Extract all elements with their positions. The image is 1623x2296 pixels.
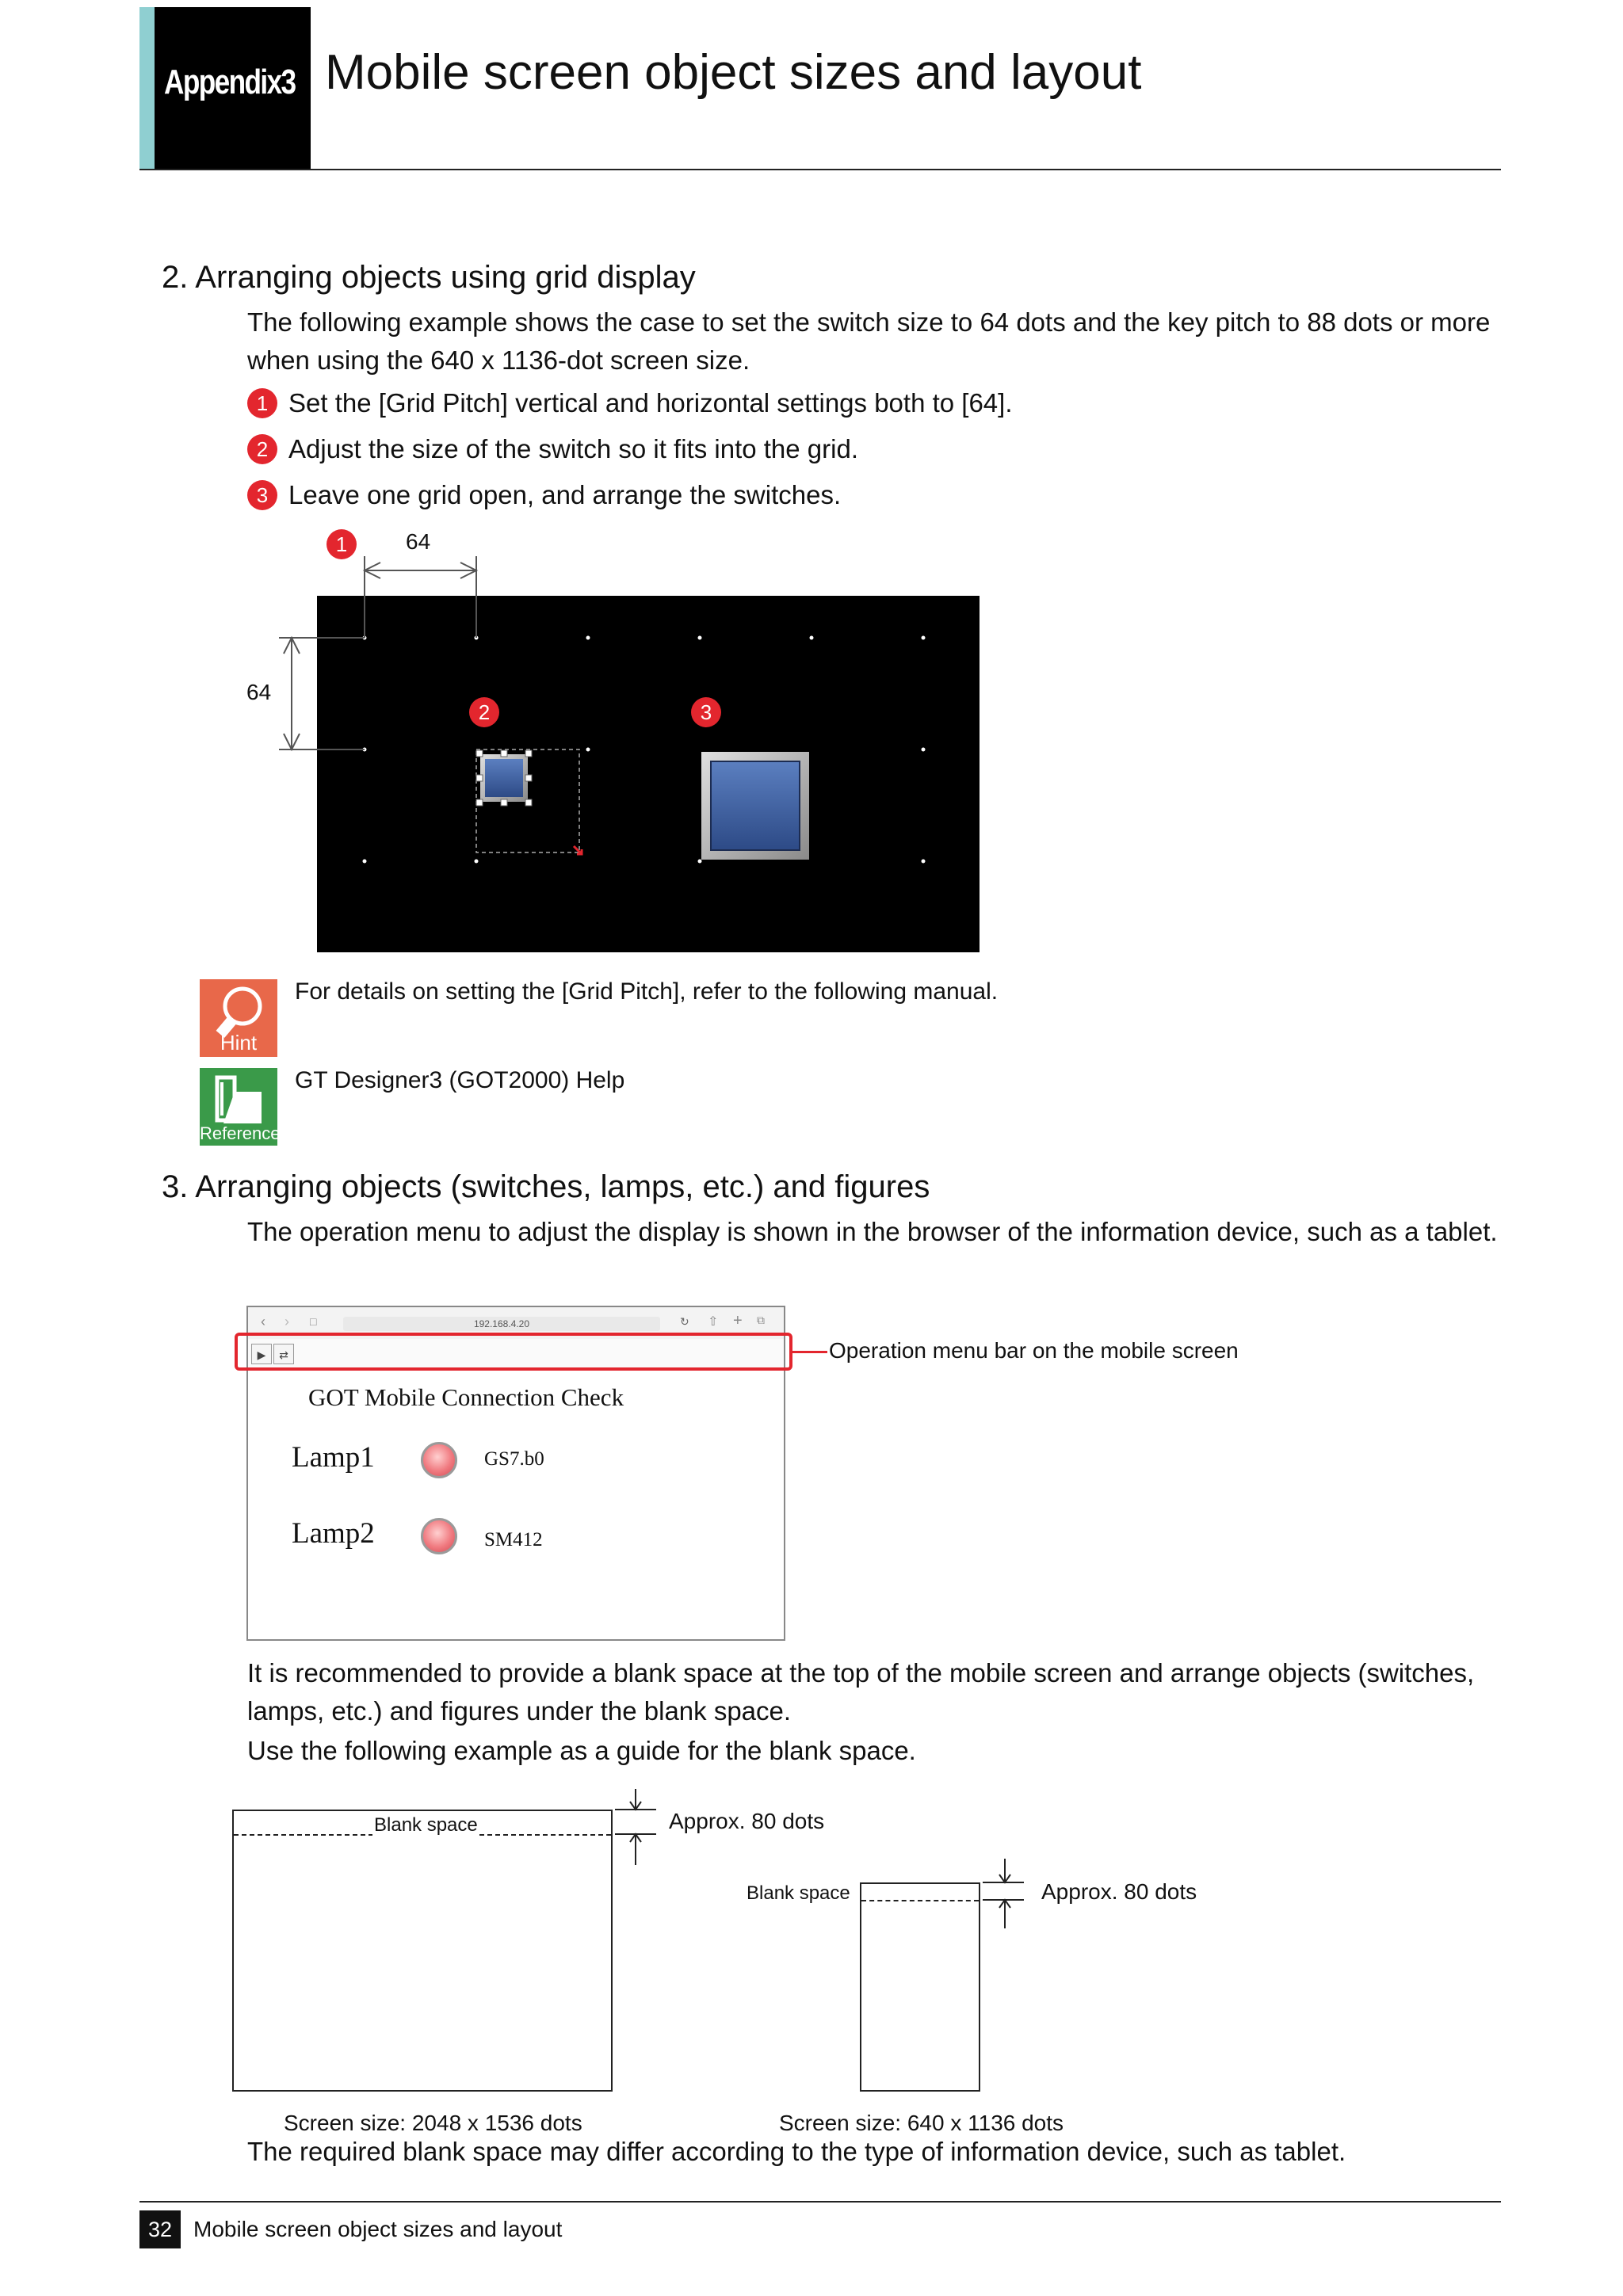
landscape-blank-label: Blank space xyxy=(374,1814,478,1836)
step-1-badge: 1 xyxy=(247,388,277,418)
reference-text[interactable]: GT Designer3 (GOT2000) Help xyxy=(295,1067,625,1093)
section3-para3: Use the following example as a guide for the blank space. xyxy=(247,1736,916,1765)
grid-figure xyxy=(238,523,999,967)
portrait-blank-label: Blank space xyxy=(747,1882,850,1904)
lamp2-label: Lamp2 xyxy=(292,1517,375,1550)
step-1-text: Set the [Grid Pitch] vertical and horizontal settings both to [64]. xyxy=(288,388,1013,418)
browser-back-icon[interactable]: ‹ xyxy=(261,1314,265,1329)
header-rule xyxy=(139,169,1501,170)
step-3-badge: 3 xyxy=(247,480,277,510)
lamp2-indicator[interactable] xyxy=(421,1518,457,1554)
portrait-caption: Screen size: 640 x 1136 dots xyxy=(779,2111,1064,2135)
hint-icon-label: Hint xyxy=(220,1031,258,1055)
browser-address-bar[interactable]: 192.168.4.20 xyxy=(343,1317,660,1331)
header-accent-bar xyxy=(139,7,155,169)
browser-newtab-icon[interactable]: + xyxy=(733,1312,743,1329)
section3-para2: It is recommended to provide a blank space at the top of the mobile screen and arrange objects (switches, lamps, etc.) and figures under the blank space. xyxy=(247,1658,1475,1726)
browser-page-title: GOT Mobile Connection Check xyxy=(308,1383,624,1411)
menu-bar-highlight xyxy=(235,1333,792,1371)
callout-leader xyxy=(792,1351,827,1353)
section2-step-3 xyxy=(247,480,841,510)
browser-reload-icon[interactable]: ↻ xyxy=(680,1315,689,1328)
step-3-text: Leave one grid open, and arrange the switches. xyxy=(288,480,842,509)
section2-step-2 xyxy=(247,434,858,464)
section3-intro: The operation menu to adjust the display is shown in the browser of the information device, such as a tablet. xyxy=(247,1217,1498,1246)
section3-heading: 3. Arranging objects (switches, lamps, etc.) and figures xyxy=(162,1169,930,1204)
browser-forward-icon[interactable]: › xyxy=(285,1314,289,1329)
menu-bar-callout: Operation menu bar on the mobile screen xyxy=(829,1338,1239,1363)
section2-step-1 xyxy=(247,388,1013,418)
page-title: Mobile screen object sizes and layout xyxy=(325,45,1142,100)
footer-page-number: 32 xyxy=(139,2210,181,2248)
figure-badge-3: 3 xyxy=(691,697,721,727)
step-2-text: Adjust the size of the switch so it fits into the grid. xyxy=(288,434,859,463)
reference-icon xyxy=(200,1068,281,1146)
portrait-dim-arrows xyxy=(983,1857,1030,1936)
menu-play-icon[interactable]: ▶ xyxy=(251,1344,272,1364)
hint-icon xyxy=(200,979,277,1057)
screen-portrait-blank-line xyxy=(861,1900,979,1901)
appendix-tab-label: Appendix3 xyxy=(164,63,296,101)
figure-badge-1: 1 xyxy=(327,529,357,559)
hint-text: For details on setting the [Grid Pitch], refer to the following manual. xyxy=(295,978,999,1005)
lamp1-label: Lamp1 xyxy=(292,1441,375,1474)
small-switch xyxy=(485,759,523,797)
step-2-badge: 2 xyxy=(247,434,277,464)
lamp2-device: SM412 xyxy=(484,1529,543,1550)
section3-closing: The required blank space may differ according to the type of information device, such as tablet. xyxy=(247,2137,1346,2166)
reference-icon-label: Reference xyxy=(200,1123,281,1143)
lamp1-indicator[interactable] xyxy=(421,1442,457,1478)
screen-landscape-box xyxy=(232,1810,613,2092)
browser-bookmarks-icon[interactable]: □ xyxy=(310,1315,317,1328)
browser-tabs-icon[interactable]: ⧉ xyxy=(757,1314,765,1326)
menu-swap-icon[interactable]: ⇄ xyxy=(273,1344,294,1364)
footer-title: Mobile screen object sizes and layout xyxy=(193,2217,563,2241)
landscape-dim-arrows xyxy=(615,1789,663,1868)
footer-rule xyxy=(139,2201,1501,2203)
dim-vertical-label: 64 xyxy=(246,680,272,704)
landscape-caption: Screen size: 2048 x 1536 dots xyxy=(284,2111,582,2135)
section2-intro: The following example shows the case to set the switch size to 64 dots and the key pitch to 88 dots or more when using the 640 x 1136-dot screen size. xyxy=(247,307,1491,375)
grid-figure-svg xyxy=(238,523,999,967)
portrait-approx: Approx. 80 dots xyxy=(1041,1879,1197,1904)
appendix-tab xyxy=(155,7,311,169)
lamp1-device: GS7.b0 xyxy=(484,1448,544,1470)
large-switch xyxy=(711,761,800,850)
browser-share-icon[interactable]: ⇧ xyxy=(708,1315,719,1329)
landscape-approx: Approx. 80 dots xyxy=(669,1809,825,1833)
figure-badge-2: 2 xyxy=(469,697,499,727)
screen-portrait-box xyxy=(860,1882,980,2092)
editor-canvas xyxy=(317,596,980,952)
section2-heading: 2. Arranging objects using grid display xyxy=(162,260,696,295)
dim-horizontal-label: 64 xyxy=(406,529,431,554)
